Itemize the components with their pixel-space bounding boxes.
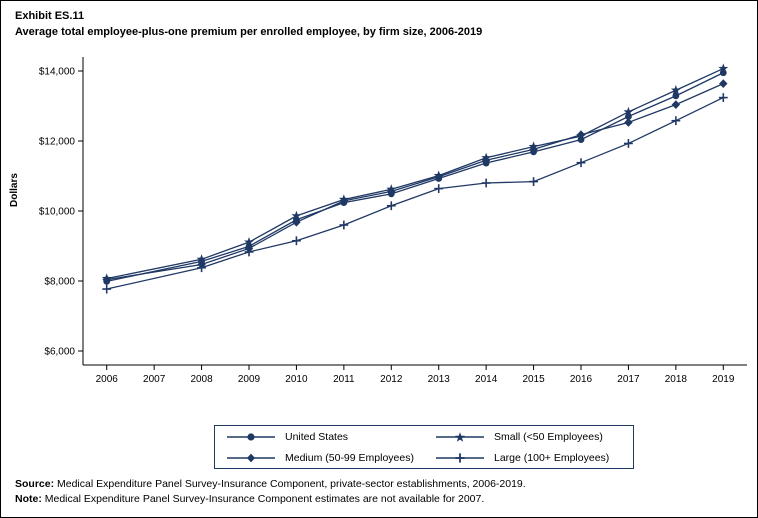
y-axis-title: Dollars	[9, 173, 20, 207]
legend-item-united-states	[215, 430, 424, 444]
x-tick-label: 2010	[285, 374, 308, 385]
note-text: Medical Expenditure Panel Survey-Insurance Component estimates are not available for 2007.	[41, 493, 485, 505]
x-tick-label: 2016	[569, 374, 593, 385]
source-text: Medical Expenditure Panel Survey-Insurance Component, private-sector establishments, 2006-2019.	[54, 478, 526, 490]
chart-plot-area	[1, 47, 758, 387]
x-tick-label: 2018	[664, 374, 687, 385]
legend-label-medium: Medium (50-99 Employees)	[285, 451, 414, 464]
note-line	[15, 492, 745, 507]
legend-sample-plus	[434, 451, 486, 465]
x-tick-label: 2008	[190, 374, 213, 385]
y-tick-label: $14,000	[38, 66, 75, 78]
exhibit-label: Exhibit ES.11	[15, 10, 85, 22]
line-chart	[1, 47, 758, 387]
legend-label-small: Small (<50 Employees)	[494, 430, 603, 443]
legend-item-large	[424, 451, 633, 465]
legend-sample-circle	[225, 430, 277, 444]
x-tick-label: 2015	[522, 374, 545, 385]
footnotes	[15, 477, 745, 507]
chart-legend	[214, 425, 634, 469]
title-block	[15, 9, 735, 39]
legend-sample-star	[434, 430, 486, 444]
legend-sample-diamond	[225, 451, 277, 465]
note-label: Note:	[15, 493, 42, 505]
y-tick-label: $10,000	[38, 206, 75, 218]
y-tick-label: $12,000	[38, 136, 75, 148]
x-tick-label: 2017	[617, 374, 640, 385]
legend-item-medium	[215, 451, 424, 465]
legend-grid	[215, 426, 633, 468]
x-tick-label: 2019	[712, 374, 735, 385]
x-tick-label: 2012	[380, 374, 403, 385]
y-tick-label: $8,000	[44, 276, 75, 288]
x-tick-label: 2014	[475, 374, 498, 385]
series-0	[103, 69, 726, 284]
legend-label-united-states: United States	[285, 430, 349, 443]
x-tick-label: 2013	[427, 374, 450, 385]
x-tick-label: 2006	[95, 374, 118, 385]
page-title: Average total employee-plus-one premium per enrolled employee, by firm size, 2006-2019	[15, 26, 483, 38]
source-line	[15, 477, 745, 492]
x-tick-label: 2011	[333, 374, 355, 385]
legend-label-large: Large (100+ Employees)	[494, 451, 610, 464]
x-tick-label: 2007	[143, 374, 166, 385]
x-tick-label: 2009	[237, 374, 261, 385]
source-label: Source:	[15, 478, 55, 490]
y-tick-label: $6,000	[44, 346, 75, 358]
legend-item-small	[424, 430, 633, 444]
series-3	[102, 93, 727, 293]
series-1	[102, 63, 728, 282]
